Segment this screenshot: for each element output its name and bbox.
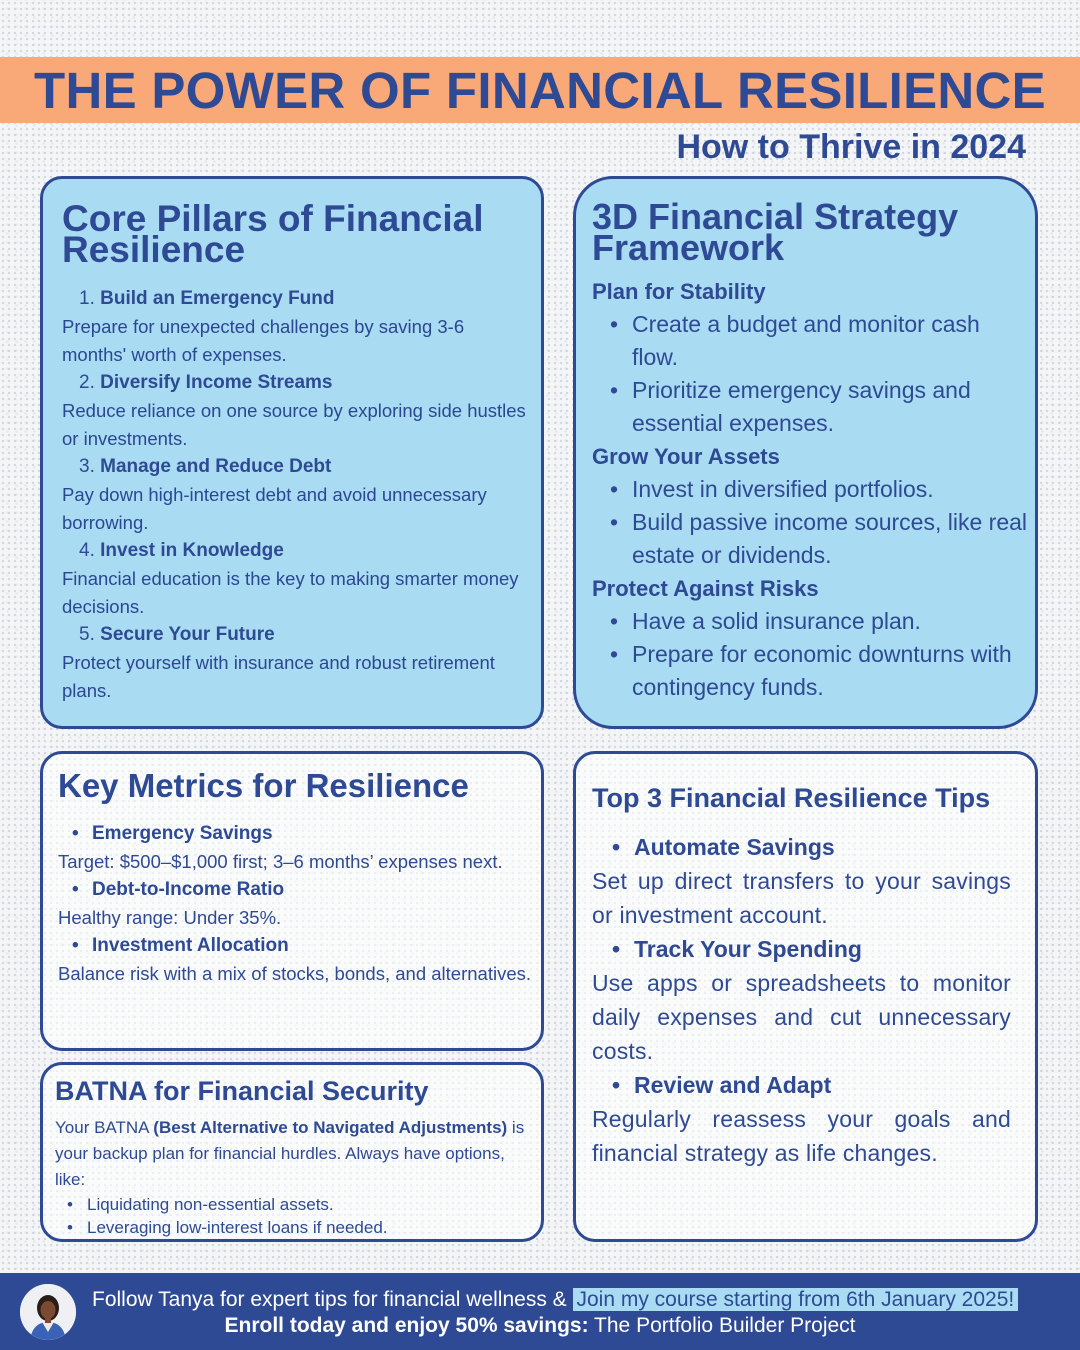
footer-follow-label: Follow Tanya for expert tips for financial wellness & <box>92 1288 573 1311</box>
batna-bullet: • Liquidating non-essential assets. <box>55 1193 533 1216</box>
pillar-item <box>62 453 529 537</box>
metrics-heading: Key Metrics for Resilience <box>58 767 469 804</box>
pillar-number: 1. <box>79 288 95 309</box>
metric-title: • Debt-to-Income Ratio <box>58 876 531 904</box>
batna-intro-bold: (Best Alternative to Navigated Adjustments) <box>153 1118 508 1137</box>
framework-section-title: Plan for Stability <box>592 279 766 304</box>
pillar-title <box>62 453 529 481</box>
metric-title: • Investment Allocation <box>58 932 531 960</box>
strategy-framework-card <box>573 176 1038 729</box>
pillar-item <box>62 369 529 453</box>
batna-intro <box>55 1115 533 1193</box>
program-name: The Portfolio Builder Project <box>588 1314 856 1337</box>
batna-bullet: • Leveraging low-interest loans if needed. <box>55 1216 533 1239</box>
framework-bullet: • Prioritize emergency savings and essential expenses. <box>592 374 1035 440</box>
pillar-text: Prepare for unexpected challenges by saving 3-6 months' worth of expenses. <box>62 316 465 365</box>
pillar-title <box>62 621 529 649</box>
framework-bullet: • Prepare for economic downturns with contingency funds. <box>592 638 1035 704</box>
pillar-title-text: Secure Your Future <box>100 624 275 645</box>
top-tips-card <box>573 751 1038 1242</box>
tip-title: • Automate Savings <box>592 830 1011 864</box>
framework-section-title: Grow Your Assets <box>592 444 780 469</box>
pillar-text: Financial education is the key to making smarter money decisions. <box>62 568 519 617</box>
core-pillars-heading: Core Pillars of Financial Resilience <box>62 198 484 270</box>
pillar-text: Reduce reliance on one source by exploring side hustles or investments. <box>62 400 526 449</box>
pillar-number: 2. <box>79 372 95 393</box>
framework-heading: 3D Financial Strategy Framework <box>592 196 959 268</box>
key-metrics-card <box>40 751 544 1051</box>
batna-list <box>55 1193 533 1239</box>
pillar-number: 5. <box>79 624 95 645</box>
pillar-title-text: Build an Emergency Fund <box>100 288 335 309</box>
enroll-label: Enroll today and enjoy 50% savings: <box>224 1314 589 1337</box>
metric-text: Healthy range: Under 35%. <box>58 907 282 928</box>
title-banner <box>0 57 1080 123</box>
pillar-item <box>62 621 529 705</box>
metric-title: • Emergency Savings <box>58 820 531 848</box>
pillar-title-text: Diversify Income Streams <box>100 372 333 393</box>
pillar-item <box>62 285 529 369</box>
batna-card <box>40 1062 544 1242</box>
pillar-list <box>62 285 529 705</box>
pillar-number: 4. <box>79 540 95 561</box>
framework-bullet: • Build passive income sources, like real estate or dividends. <box>592 506 1035 572</box>
tip-title: • Track Your Spending <box>592 932 1011 966</box>
pillar-item <box>62 537 529 621</box>
pillar-title <box>62 369 529 397</box>
pillar-title-text: Invest in Knowledge <box>100 540 284 561</box>
metric-text: Target: $500–$1,000 first; 3–6 months’ expenses next. <box>58 851 503 872</box>
batna-heading: BATNA for Financial Security <box>55 1076 429 1106</box>
framework-bullet: • Have a solid insurance plan. <box>592 605 1035 638</box>
footer-banner <box>0 1273 1080 1350</box>
pillar-number: 3. <box>79 456 95 477</box>
pillar-title <box>62 537 529 565</box>
framework-bullet: • Create a budget and monitor cash flow. <box>592 308 1035 374</box>
pillar-title <box>62 285 529 313</box>
tip-text: Regularly reassess your goals and financial strategy as life changes. <box>592 1106 1011 1166</box>
metric-text: Balance risk with a mix of stocks, bonds, and alternatives. <box>58 963 531 984</box>
core-pillars-card <box>40 176 544 729</box>
footer-follow-text <box>92 1287 1018 1313</box>
batna-intro-text: Your BATNA <box>55 1118 154 1137</box>
batna-intro-text: is your backup plan for financial hurdles. Always have options, like: <box>55 1118 525 1189</box>
tip-title: • Review and Adapt <box>592 1068 1011 1102</box>
page-subtitle: How to Thrive in 2024 <box>676 128 1026 166</box>
pillar-text: Pay down high-interest debt and avoid unnecessary borrowing. <box>62 484 487 533</box>
framework-section-title: Protect Against Risks <box>592 576 819 601</box>
tip-text: Use apps or spreadsheets to monitor daily expenses and cut unnecessary costs. <box>592 970 1011 1064</box>
course-link[interactable]: Join my course starting from 6th January 2025! <box>573 1288 1019 1311</box>
tip-text: Set up direct transfers to your savings or investment account. <box>592 868 1011 928</box>
page-title: THE POWER OF FINANCIAL RESILIENCE <box>34 61 1046 119</box>
footer-enroll-text <box>0 1313 1080 1339</box>
pillar-title-text: Manage and Reduce Debt <box>100 456 332 477</box>
tips-heading: Top 3 Financial Resilience Tips <box>592 783 991 813</box>
framework-bullet: • Invest in diversified portfolios. <box>592 473 1035 506</box>
pillar-text: Protect yourself with insurance and robust retirement plans. <box>62 652 495 701</box>
